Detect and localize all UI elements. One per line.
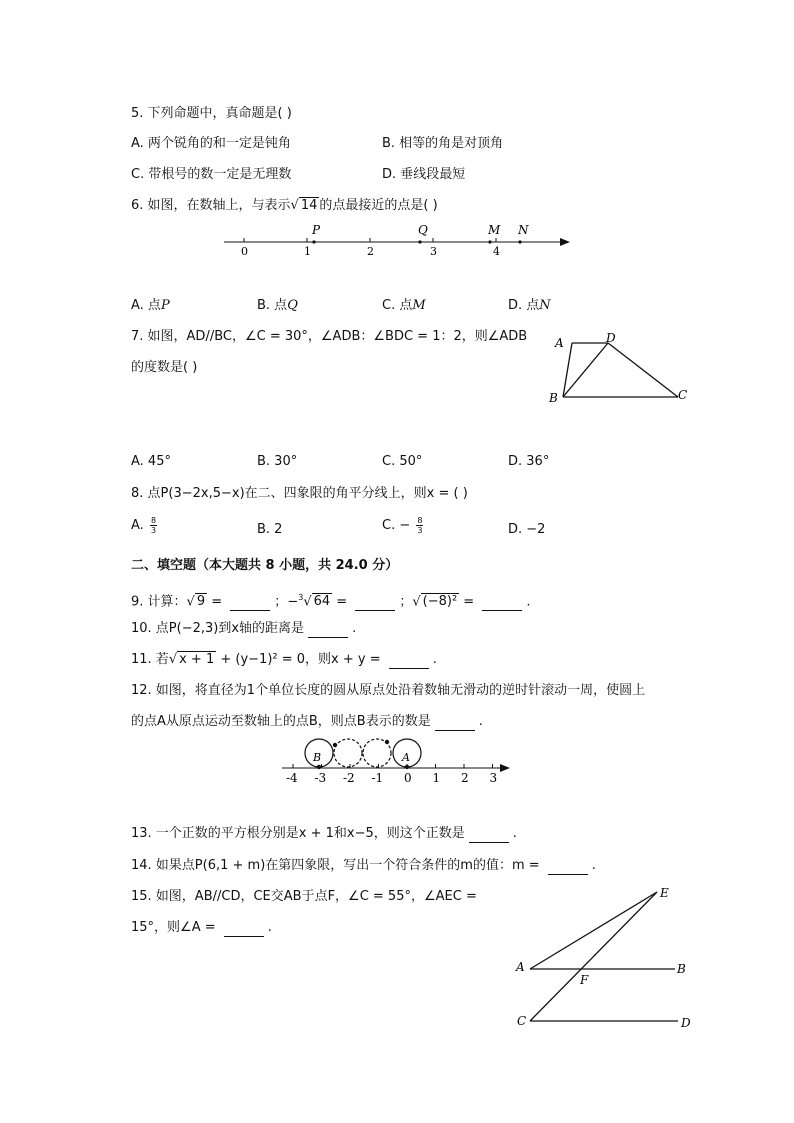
q7-label-c: C xyxy=(678,388,688,402)
q6-option-b-var: Q xyxy=(287,298,298,313)
q9-e2-tail: = xyxy=(332,594,352,610)
q12-tick-label: 0 xyxy=(404,771,412,785)
q15-text: 15°，则∠A = xyxy=(131,920,220,935)
q8-option-c-fraction xyxy=(416,516,423,535)
q12-answer-blank[interactable] xyxy=(435,716,475,731)
q7-option-d: D. 36° xyxy=(508,454,550,469)
q6-point-label: P xyxy=(312,223,321,237)
q8-c-denominator: 3 xyxy=(417,526,423,535)
sqrt-sign-icon: √ xyxy=(186,594,195,610)
q8-stem: 8. 点P(3−2x,5−x)在二、四象限的角平分线上，则x = ( ) xyxy=(131,486,468,501)
q15-label-a: A xyxy=(516,960,525,974)
q10-end: . xyxy=(352,621,357,636)
sqrt-sign-icon: √ xyxy=(168,652,178,667)
q10-text: 10. 点P(−2,3)到x轴的距离是 xyxy=(131,621,305,636)
q6-tick-label: 4 xyxy=(493,245,500,258)
q9-sep2: ； xyxy=(399,594,413,610)
q8-option-c-prefix: C. − xyxy=(382,518,411,533)
q6-point-marker xyxy=(488,240,491,243)
q13-end: . xyxy=(512,826,517,841)
q14-answer-blank[interactable] xyxy=(548,860,588,875)
q5-option-a: A. 两个锐角的和一定是钝角 xyxy=(131,136,291,151)
q6-option-d-text: D. 点 xyxy=(508,298,540,313)
q7-trapezoid-figure xyxy=(545,330,695,410)
q12-tick-label: 2 xyxy=(461,771,469,785)
q10-line xyxy=(131,620,356,638)
q6-tick-label: 0 xyxy=(241,245,248,258)
q8-option-d: D. −2 xyxy=(508,522,546,537)
q6-point-marker xyxy=(418,240,421,243)
q8-option-a-prefix: A. xyxy=(131,518,144,533)
q12-tick-label: -4 xyxy=(286,771,298,785)
q11-radicand: x + 1 xyxy=(179,652,215,667)
q12-label-a: A xyxy=(402,751,410,764)
q13-line xyxy=(131,825,517,843)
q13-text: 13. 一个正数的平方根分别是x + 1和x−5，则这个正数是 xyxy=(131,826,465,841)
q10-answer-blank[interactable] xyxy=(308,623,348,638)
q6-option-a-var: P xyxy=(160,298,170,313)
q7-option-b: B. 30° xyxy=(257,454,298,469)
point-marker xyxy=(385,740,389,744)
sqrt-sign-icon: √ xyxy=(412,594,421,610)
q6-option-c-var: M xyxy=(412,298,426,313)
q9-sep1: ； xyxy=(274,594,288,610)
q12-end: . xyxy=(478,714,483,729)
q7-stem-line1: 7. 如图，AD//BC，∠C = 30°，∠ADB：∠BDC = 1：2，则∠ADB xyxy=(131,329,528,344)
q13-answer-blank[interactable] xyxy=(469,828,509,843)
q8-option-a xyxy=(131,516,159,535)
q6-option-c-text: C. 点 xyxy=(382,298,413,313)
q15-label-e: E xyxy=(660,886,669,900)
q15-line1: 15. 如图，AB//CD，CE交AB于点F，∠C = 55°，∠AEC = xyxy=(131,889,477,904)
q15-answer-blank[interactable] xyxy=(224,922,264,937)
q5-stem: 5. 下列命题中，真命题是( ) xyxy=(131,106,292,121)
q11-line xyxy=(131,651,437,669)
q8-option-a-fraction xyxy=(150,516,157,535)
q5-option-c: C. 带根号的数一定是无理数 xyxy=(131,167,292,182)
q6-point-label: N xyxy=(518,223,529,237)
q8-a-denominator: 3 xyxy=(150,526,157,535)
q7-label-b: B xyxy=(549,391,558,405)
q9-e2-radicand: 64 xyxy=(313,594,331,610)
point-b-marker xyxy=(317,765,321,769)
arrow-icon xyxy=(500,764,510,772)
q12-tick-label: -3 xyxy=(314,771,327,785)
q6-option-a-text: A. 点 xyxy=(131,298,161,313)
q9-answer-blank-2[interactable] xyxy=(355,596,395,611)
q9-prefix: 9. 计算： xyxy=(131,594,187,610)
q9-e1-radicand: 9 xyxy=(196,594,206,610)
q7-stem-line2: 的度数是( ) xyxy=(131,360,198,375)
q15-label-d: D xyxy=(681,1016,691,1030)
q6-option-d xyxy=(508,297,551,315)
q12-rolling-circle-figure xyxy=(276,734,516,790)
q6-option-b xyxy=(257,297,298,315)
q12-label-b: B xyxy=(313,751,322,764)
q12-tick-label: -1 xyxy=(371,771,384,785)
q9-e2-prefix: − xyxy=(287,594,299,610)
q6-tick-label: 3 xyxy=(430,245,437,258)
q7-option-c: C. 50° xyxy=(382,454,423,469)
q9-e1-tail: = xyxy=(207,594,227,610)
q8-option-b: B. 2 xyxy=(257,522,283,537)
q11-answer-blank[interactable] xyxy=(389,654,429,669)
q9-answer-blank-1[interactable] xyxy=(230,596,270,611)
q12-tick-label: 3 xyxy=(489,771,498,785)
q9-e2-index: 3 xyxy=(298,593,304,602)
q14-text: 14. 如果点P(6,1 + m)在第四象限，写出一个符合条件的m的值：m = xyxy=(131,858,544,873)
q11-prefix: 11. 若 xyxy=(131,652,169,667)
q6-tick-label: 2 xyxy=(367,245,374,258)
section2-title: 二、填空题（本大题共 8 小题，共 24.0 分） xyxy=(131,558,399,573)
q11-mid: + (y−1)² = 0，则x + y = xyxy=(216,652,385,667)
q9-line xyxy=(131,589,530,611)
q6-option-a xyxy=(131,297,170,315)
q5-option-b: B. 相等的角是对顶角 xyxy=(382,136,504,151)
q7-option-a: A. 45° xyxy=(131,454,171,469)
q9-answer-blank-3[interactable] xyxy=(482,596,522,611)
q8-c-numerator: 8 xyxy=(417,516,423,525)
q12-tick-label: 1 xyxy=(432,771,441,785)
q14-end: . xyxy=(591,858,596,873)
q7-label-a: A xyxy=(555,336,564,350)
q12-tick-label: -2 xyxy=(343,771,355,785)
q6-point-label: M xyxy=(488,223,501,237)
sqrt-sign-icon: √ xyxy=(303,594,312,610)
q11-end: . xyxy=(432,652,437,667)
q15-label-f: F xyxy=(580,973,589,987)
sqrt-sign-icon: √ xyxy=(290,198,299,213)
q6-number-line xyxy=(222,222,572,262)
q15-end: . xyxy=(267,920,272,935)
arrow-icon xyxy=(560,238,570,246)
q6-point-marker xyxy=(312,240,315,243)
q9-e3-radicand: (−8)² xyxy=(422,594,458,610)
q9-end: . xyxy=(526,594,531,610)
q6-tick-label: 1 xyxy=(304,245,311,258)
q7-label-d: D xyxy=(606,331,616,345)
q6-option-c xyxy=(382,297,426,315)
q6-stem-a: 6. 如图，在数轴上，与表示 xyxy=(131,198,291,213)
q9-e3-tail: = xyxy=(459,594,479,610)
q12-line2 xyxy=(131,713,483,731)
q12-line1: 12. 如图，将直径为1个单位长度的圆从原点处沿着数轴无滑动的逆时针滚动一周，使圆上 xyxy=(131,683,646,698)
q15-label-b: B xyxy=(677,962,686,976)
circle-dashed-1 xyxy=(334,739,362,767)
q12-text: 的点A从原点运动至数轴上的点B，则点B表示的数是 xyxy=(131,714,431,729)
q6-stem xyxy=(131,197,438,215)
q8-a-numerator: 8 xyxy=(150,516,157,525)
q14-line xyxy=(131,857,596,875)
q5-option-d: D. 垂线段最短 xyxy=(382,167,466,182)
q15-parallel-lines-figure xyxy=(510,880,710,1035)
point-marker xyxy=(333,743,337,747)
q8-option-c xyxy=(382,516,425,535)
q6-option-b-text: B. 点 xyxy=(257,298,288,313)
point-a-marker xyxy=(405,765,409,769)
q6-option-d-var: N xyxy=(539,298,551,313)
q6-radicand: 14 xyxy=(300,198,318,213)
q15-label-c: C xyxy=(517,1014,527,1028)
q6-point-marker xyxy=(518,240,521,243)
q6-point-label: Q xyxy=(418,223,428,237)
q6-stem-b: 的点最接近的点是( ) xyxy=(319,198,438,213)
q15-line2 xyxy=(131,919,272,937)
